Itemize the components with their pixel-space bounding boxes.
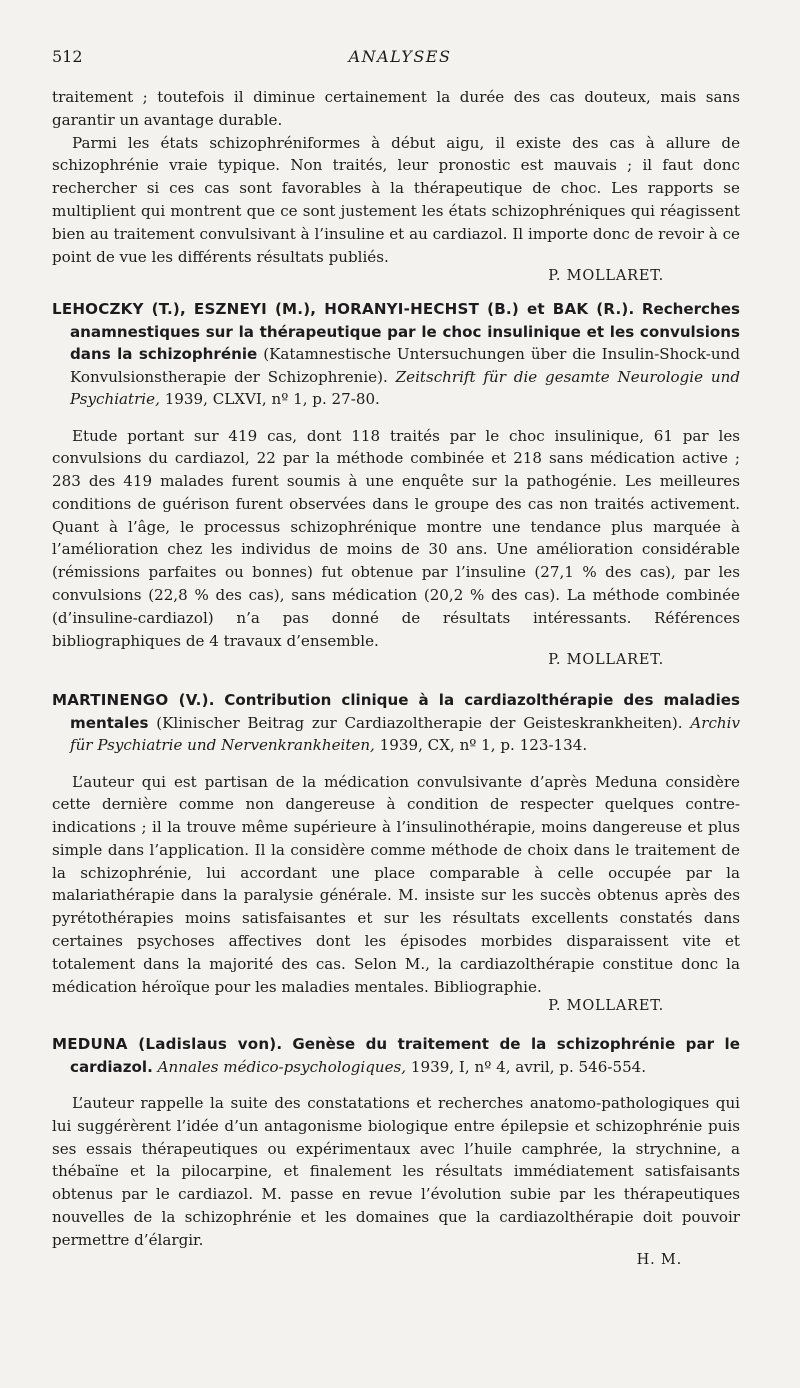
- review-carryover: [52, 86, 740, 284]
- entry-authors: MEDUNA (Ladislaus von).: [52, 1035, 283, 1053]
- entry-heading: [52, 298, 740, 411]
- entry-heading: [52, 689, 740, 757]
- entry-journal: Annales médico-psychologiques,: [157, 1057, 407, 1076]
- entry-body: Etude portant sur 419 cas, dont 118 traités par le choc insulinique, 61 par les convulsions du cardiazol, 22 par la méthode combinée et 218 sans médication active ; 283 des 419 malades furent soumis à une enquête sur la pathogénie. Les meilleures conditions de guérison furent observées dans le groupe des cas non traités activement. Quant à l’âge, le processus schizophrénique montre une tendance plus marquée à l’amélioration chez les individus de moins de 30 ans. Une amélioration considérable (rémissions parfaites ou bonnes) fut obtenue par l’insuline (27,1 % des cas), par les convulsions (22,8 % des cas), sans médication (20,2 % des cas). La méthode combinée (d’insuline-cardiazol) n’a pas donné de résultats intéressants. Références bibliographiques de 4 travaux d’ensemble.: [52, 426, 740, 650]
- carryover-paragraph-1: traitement ; toutefois il diminue certainement la durée des cas douteux, mais sans garantir un avantage durable.: [52, 88, 740, 129]
- review-entry-lehoczky: [52, 298, 740, 668]
- entry-citation: 1939, I, nº 4, avril, p. 546-554.: [410, 1057, 647, 1076]
- entry-journal: Archiv für Psychiatrie und Nervenkrankheiten,: [70, 713, 740, 754]
- entry-signature: H. M.: [636, 1251, 682, 1268]
- review-entry-meduna: [52, 1033, 740, 1268]
- entry-citation: 1939, CX, nº 1, p. 123-134.: [379, 736, 588, 754]
- entry-body: L’auteur qui est partisan de la médication convulsivante d’après Meduna considère cette dernière comme non dangereuse à condition de respecter quelques contre-indications ; il la trouve même supérieure à l’insulinothérapie, moins dangereuse et plus simple dans l’application. Il la considère comme méthode de choix dans le traitement de la schizophrénie, lui accordant une place comparable à celle occupée par la malariathérapie dans la paralysie générale. M. insiste sur les succès obtenus après des pyrétothérapies moins satisfaisantes et sur les résultats excellents constatés dans certaines psychoses affectives dont les épisodes morbides disparaissent vite et totalement dans la majorité des cas. Selon M., la cardiazolthérapie constitue donc la médication héroïque pour les maladies mentales. Bibliographie.: [52, 772, 740, 996]
- carryover-signature: P. MOLLARET.: [548, 268, 664, 285]
- page-header: [52, 47, 748, 71]
- entry-body: L’auteur rappelle la suite des constatations et recherches anatomo-pathologiques qui lui suggérèrent l’idée d’un antagonisme biologique entre épilepsie et schizophrénie puis ses essais thérapeutiques ou expérimentaux avec l’huile camphrée, la strychnine, a thébaïne et la pilocarpine, et finalement les résultats immédiatement satisfaisants obtenus par le cardiazol. M. passe en revue l’évolution subie par les thérapeutiques nouvelles de la schizophrénie et les domaines que la cardiazolthérapie doit pouvoir permettre d’élargir.: [52, 1094, 740, 1249]
- entry-signature: P. MOLLARET.: [548, 998, 664, 1015]
- entry-journal: Zeitschrift für die gesamte Neurologie und Psychiatrie,: [70, 367, 740, 408]
- entry-authors: LEHOCZKY (T.), ESZNEYI (M.), HORANYI-HECHST (B.) et BAK (R.).: [52, 300, 635, 318]
- entry-signature: P. MOLLARET.: [548, 652, 664, 669]
- carryover-paragraph-2: Parmi les états schizophréniformes à début aigu, il existe des cas à allure de schizophrénie vraie typique. Non traités, leur pronostic est mauvais ; il faut donc rechercher si ces cas sont favorables à la thérapeutique de choc. Les rapports se multiplient qui montrent que ce sont justement les états schizophréniques qui réagissent bien au traitement convulsivant à l’insuline et au cardiazol. Il importe donc de revoir à ce point de vue les différents résultats publiés.: [52, 133, 740, 266]
- running-title: ANALYSES: [348, 47, 452, 66]
- entry-heading: [52, 1033, 740, 1078]
- page-number: 512: [52, 47, 83, 66]
- entry-title: Recherches anamnestiques sur la thérapeutique par le choc insulinique et les convulsions dans la schizophrénie: [70, 300, 740, 363]
- entry-title: Contribution clinique à la cardiazolthérapie des maladies mentales: [70, 691, 740, 732]
- entry-original-title: (Klinischer Beitrag zur Cardiazoltherapie der Geisteskrankheiten).: [156, 713, 683, 732]
- entry-citation: 1939, CLXVI, nº 1, p. 27-80.: [164, 390, 380, 408]
- entry-title: Genèse du traitement de la schizophrénie par le cardiazol.: [70, 1035, 740, 1076]
- review-entry-martinengo: [52, 689, 740, 1014]
- entry-original-title: (Katamnestische Untersuchungen über die Insulin-Shock-und Konvulsionstherapie der Schizophrenie).: [70, 345, 740, 386]
- entry-authors: MARTINENGO (V.).: [52, 691, 215, 709]
